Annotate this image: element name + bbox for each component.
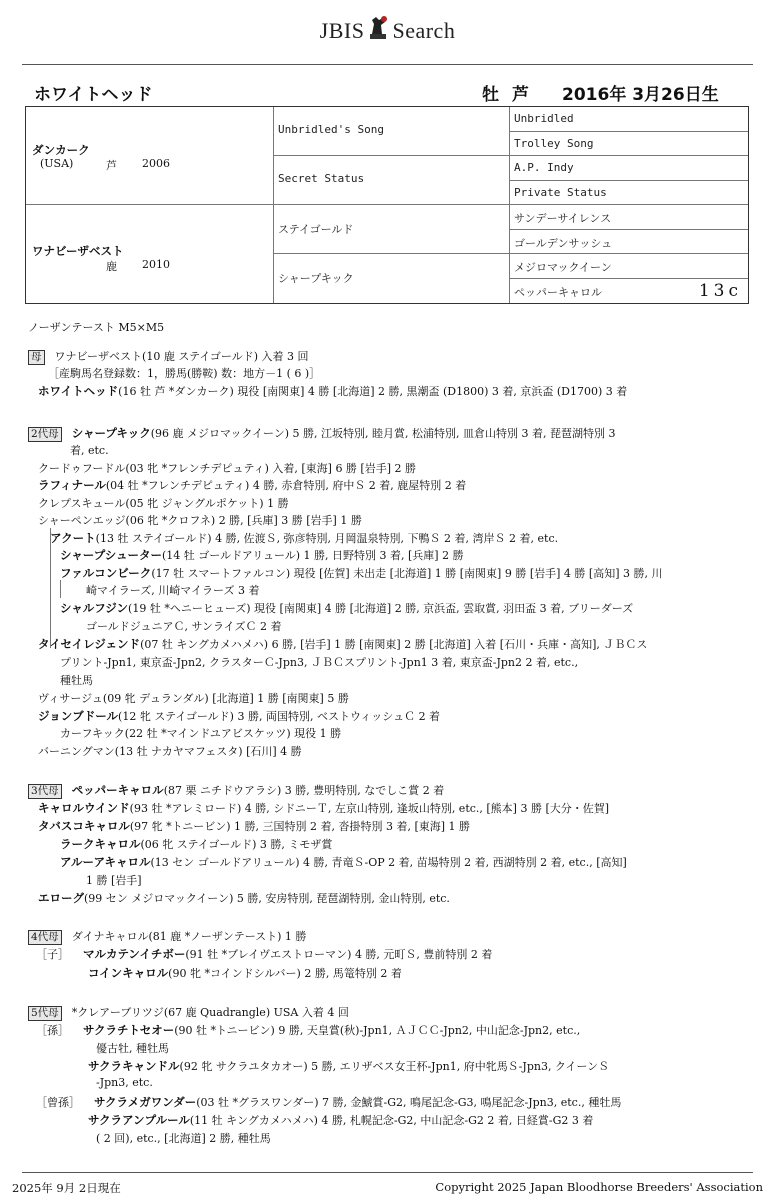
record-line bbox=[38, 383, 627, 399]
record-line bbox=[38, 512, 362, 528]
record-text: (91 牡 *ブレイヴエストローマン) 4 勝, 元町Ｓ, 豊前特別 2 着 bbox=[185, 948, 493, 961]
record-text: (19 牡 *ヘニーヒューズ) 現役 [南関東] 4 勝 [北海道] 2 勝, 京浜盃, 雲取賞, 羽田盃 3 着, ブリーダーズ bbox=[128, 602, 634, 615]
sire-color: 芦 bbox=[106, 159, 117, 172]
record-text: (14 牡 ゴールドアリュール) 1 勝, 日野特別 3 着, [兵庫] 2 勝 bbox=[162, 549, 464, 562]
pedigree-gen2-cell bbox=[274, 254, 510, 303]
record-line bbox=[86, 618, 282, 634]
record-line bbox=[38, 708, 440, 724]
generation-tag: 3代母 bbox=[28, 784, 62, 799]
record-text: 1 勝 [岩手] bbox=[86, 874, 142, 887]
logo bbox=[0, 14, 775, 44]
gen3-name: Trolley Song bbox=[514, 136, 594, 150]
record-text: 優古牡, 種牡馬 bbox=[96, 1042, 169, 1055]
record-text: (13 セン ゴールドアリュール) 4 勝, 青竜Ｓ-OP 2 着, 苗場特別 2 着, 西湖特別 2 着, etc., [高知] bbox=[150, 856, 627, 869]
record-line bbox=[88, 1112, 593, 1128]
generation-tag: 5代母 bbox=[28, 1006, 62, 1021]
indent-bar bbox=[50, 528, 51, 648]
notable-horse-name: シャルフジン bbox=[60, 601, 129, 615]
dam-year: 2010 bbox=[142, 258, 170, 271]
pedigree-sire-cell bbox=[26, 107, 274, 205]
notable-horse-name: タイセイレジェンド bbox=[38, 637, 141, 651]
notable-horse-name: ラフィナール bbox=[38, 478, 106, 492]
record-line bbox=[60, 672, 93, 688]
record-text: カーフキック(22 牡 *マインドユアビスケッツ) 現役 1 勝 bbox=[60, 727, 342, 740]
record-line bbox=[88, 965, 402, 981]
record-text: ダイナキャロル(81 鹿 *ノーザンテースト) 1 勝 bbox=[71, 930, 307, 943]
record-line bbox=[70, 442, 109, 458]
record-text: (97 牝 *トニービン) 1 勝, 三国特別 2 着, 沓掛特別 3 着, [東海] 1 勝 bbox=[129, 820, 471, 833]
record-text: クレプスキュール(05 牝 ジャングルポケット) 1 勝 bbox=[38, 497, 289, 510]
record-line bbox=[36, 946, 492, 962]
record-text: 着, etc. bbox=[70, 444, 109, 457]
record-line bbox=[28, 348, 308, 365]
record-text: (92 牝 サクラユタカオー) 5 勝, エリザベス女王杯-Jpn1, 府中牝馬Ｓ-Jpn3, クイーンＳ bbox=[179, 1060, 610, 1073]
record-line bbox=[96, 1076, 153, 1089]
notable-horse-name: シャープキック bbox=[71, 426, 151, 440]
notable-horse-name: アルーアキャロル bbox=[60, 855, 151, 869]
record-text: *クレアーブリツジ(67 鹿 Quadrangle) USA 入着 4 回 bbox=[71, 1006, 349, 1019]
logo-text-suffix: Search bbox=[392, 18, 456, 43]
record-text: プリント-Jpn1, 東京盃-Jpn2, クラスターＣ-Jpn3, ＪＢＣスプリント-Jpn1 3 着, 東京盃-Jpn2 2 着, etc., bbox=[60, 656, 579, 669]
gen2-name: Secret Status bbox=[278, 172, 365, 185]
record-line bbox=[60, 547, 464, 563]
generation-tag: 母 bbox=[28, 350, 45, 365]
notable-horse-name: キャロルウインド bbox=[38, 801, 130, 815]
sire-year: 2006 bbox=[142, 157, 170, 170]
notable-horse-name: ホワイトヘッド bbox=[38, 384, 119, 398]
header-rule bbox=[22, 64, 753, 65]
record-line bbox=[96, 1040, 169, 1056]
relation-tag: ［孫］ bbox=[36, 1024, 69, 1037]
horse-title-bar bbox=[34, 80, 735, 105]
record-line bbox=[38, 636, 647, 652]
record-line bbox=[36, 1094, 621, 1110]
pedigree-gen2-cell bbox=[274, 156, 510, 205]
record-text: (11 牡 キングカメハメハ) 4 勝, 札幌記念-G2, 中山記念-G2 2 着, 日経賞-G2 3 着 bbox=[189, 1114, 594, 1127]
sire-country: (USA) bbox=[40, 157, 74, 170]
record-text: (90 牡 *トニービン) 9 勝, 天皇賞(秋)-Jpn1, ＡＪＣＣ-Jpn2, 中山記念-Jpn2, etc., bbox=[174, 1024, 581, 1037]
pedigree-gen3-cell bbox=[510, 132, 748, 157]
record-text: ( 2 回), etc., [北海道] 2 勝, 種牡馬 bbox=[96, 1132, 271, 1145]
record-line bbox=[38, 743, 302, 759]
record-line bbox=[48, 365, 320, 381]
logo-text-prefix: JBIS bbox=[319, 18, 365, 43]
record-line bbox=[28, 782, 444, 799]
pedigree-gen3-cell bbox=[510, 181, 748, 206]
record-line bbox=[60, 565, 662, 581]
horse-sex: 牡 bbox=[482, 85, 499, 105]
record-text: (06 牝 ステイゴールド) 3 勝, ミモザ賞 bbox=[140, 838, 333, 851]
gen2-name: シャープキック bbox=[278, 272, 354, 285]
record-line bbox=[38, 477, 466, 493]
record-text: (17 牡 スマートファルコン) 現役 [佐賀] 未出走 [北海道] 1 勝 [南関東] 9 勝 [岩手] 4 勝 [高知] 3 勝, 川 bbox=[151, 567, 663, 580]
notable-horse-name: サクラメガワンダー bbox=[94, 1095, 197, 1109]
record-line bbox=[86, 872, 142, 888]
record-line bbox=[38, 495, 289, 511]
notable-horse-name: コインキャロル bbox=[88, 966, 169, 980]
record-line bbox=[96, 1130, 271, 1146]
pedigree-gen2-cell bbox=[274, 107, 510, 156]
gen3-name: サンデーサイレンス bbox=[514, 212, 612, 225]
pedigree-gen2-cell bbox=[274, 205, 510, 254]
notable-horse-name: シャープシューター bbox=[60, 548, 163, 562]
record-line bbox=[88, 1058, 609, 1074]
record-line bbox=[28, 425, 616, 442]
record-text: 種牡馬 bbox=[60, 674, 93, 687]
generation-tag: 2代母 bbox=[28, 427, 62, 442]
dam-name: ワナビーザベスト bbox=[32, 244, 124, 258]
relation-tag: ［曾孫］ bbox=[36, 1096, 80, 1109]
notable-horse-name: アクート bbox=[50, 531, 96, 545]
record-line bbox=[38, 460, 416, 476]
pedigree-gen3-cell bbox=[510, 279, 748, 304]
gen3-name: Private Status bbox=[514, 185, 607, 199]
notable-horse-name: サクラキャンドル bbox=[88, 1059, 180, 1073]
record-line bbox=[60, 725, 341, 741]
record-text: (93 牡 *アレミロード) 4 勝, シドニーＴ, 左京山特別, 逢坂山特別, etc., [熊本] 3 勝 [大分・佐賀] bbox=[129, 802, 610, 815]
record-text: バーニングマン(13 牡 ナカヤマフェスタ) [石川] 4 勝 bbox=[38, 745, 302, 758]
record-line bbox=[36, 1022, 580, 1038]
footer-rule bbox=[22, 1172, 753, 1173]
gen3-name: Unbridled bbox=[514, 112, 574, 125]
horse-name: ホワイトヘッド bbox=[34, 85, 153, 105]
relation-tag: ［子］ bbox=[36, 948, 69, 961]
notable-horse-name: ラークキャロル bbox=[60, 837, 141, 851]
pedigree-gen3-cell bbox=[510, 254, 748, 279]
gen3-name: メジロマックイーン bbox=[514, 261, 612, 274]
record-text: -Jpn3, etc. bbox=[96, 1076, 153, 1089]
record-text: (96 鹿 メジロマックイーン) 5 勝, 江坂特別, 睦月賞, 松浦特別, 皿倉山特別 3 着, 琵琶湖特別 3 bbox=[150, 427, 616, 440]
family-code: 13c bbox=[698, 281, 742, 301]
pedigree-gen3-cell bbox=[510, 107, 748, 132]
record-line bbox=[38, 818, 470, 834]
pedigree-dam-cell bbox=[26, 205, 274, 303]
record-line bbox=[60, 836, 332, 852]
notable-horse-name: エローグ bbox=[38, 891, 84, 905]
record-text: (04 牡 *フレンチデピュティ) 4 勝, 赤倉特別, 府中Ｓ 2 着, 鹿屋特別 2 着 bbox=[105, 479, 467, 492]
gen3-name: A.P. Indy bbox=[514, 161, 574, 174]
horse-birthdate: 2016年 3月26日生 bbox=[562, 85, 719, 105]
notable-horse-name: タバスコキャロル bbox=[38, 819, 130, 833]
notable-horse-name: ジョンブドール bbox=[38, 709, 119, 723]
notable-horse-name: ペッパーキャロル bbox=[71, 783, 164, 797]
record-text: (12 牝 ステイゴールド) 3 勝, 両国特別, ベストウィッシュＣ 2 着 bbox=[118, 710, 441, 723]
indent-bar bbox=[60, 580, 61, 598]
record-line bbox=[38, 800, 609, 816]
pedigree-gen3-cell bbox=[510, 205, 748, 230]
notable-horse-name: サクラアンプルール bbox=[88, 1113, 190, 1127]
record-line bbox=[28, 928, 306, 945]
notable-horse-name: サクラチトセオー bbox=[83, 1023, 175, 1037]
footer-date: 2025年 9月 2日現在 bbox=[12, 1181, 121, 1195]
record-text: ヴィサージュ(09 牝 デュランダル) [北海道] 1 勝 [南関東] 5 勝 bbox=[38, 692, 349, 705]
record-line bbox=[60, 854, 627, 870]
pedigree-table bbox=[25, 106, 749, 304]
record-line bbox=[38, 890, 450, 906]
notable-horse-name: マルカテンイチボー bbox=[83, 947, 186, 961]
record-line bbox=[28, 1004, 349, 1021]
record-text: (03 牡 *グラスワンダー) 7 勝, 金鯱賞-G2, 鳴尾記念-G3, 鳴尾記念-Jpn3, etc., 種牡馬 bbox=[196, 1096, 622, 1109]
horse-color: 芦 bbox=[512, 85, 529, 105]
record-text: (90 牝 *コインドシルバー) 2 勝, 馬篭特別 2 着 bbox=[168, 967, 402, 980]
record-line bbox=[50, 530, 558, 546]
gen2-name: Unbridled's Song bbox=[278, 123, 384, 136]
record-text: (16 牡 芦 *ダンカーク) 現役 [南関東] 4 勝 [北海道] 2 勝, 黒潮盃 (D1800) 3 着, 京浜盃 (D1700) 3 着 bbox=[118, 385, 628, 398]
notable-horse-name: ファルコンビーク bbox=[60, 566, 152, 580]
gen3-name: ペッパーキャロル bbox=[514, 285, 602, 299]
inbreeding-cross: ノーザンテースト M5×M5 bbox=[28, 321, 165, 334]
record-text: クードゥフードル(03 牝 *フレンチデピュティ) 入着, [東海] 6 勝 [岩手] 2 勝 bbox=[38, 462, 417, 475]
record-line bbox=[86, 582, 259, 598]
record-text: (87 栗 ニチドウアラシ) 3 勝, 豊明特別, なでしこ賞 2 着 bbox=[163, 784, 445, 797]
pedigree-gen3-cell bbox=[510, 230, 748, 255]
footer-copyright: Copyright 2025 Japan Bloodhorse Breeders' Association bbox=[435, 1180, 763, 1194]
record-text: ［産駒馬名登録数：1，勝馬(勝鞍) 数：地方－1 ( 6 )］ bbox=[48, 367, 321, 380]
sire-name: ダンカーク bbox=[32, 143, 90, 157]
generation-tag: 4代母 bbox=[28, 930, 62, 945]
record-text: シャーペンエッジ(06 牝 *クロフネ) 2 勝, [兵庫] 3 勝 [岩手] 1 勝 bbox=[38, 514, 362, 527]
record-text: (99 セン メジロマックイーン) 5 勝, 安房特別, 琵琶湖特別, 金山特別, etc. bbox=[84, 892, 450, 905]
record-line bbox=[38, 690, 349, 706]
record-text: 崎マイラーズ, 川崎マイラーズ 3 着 bbox=[86, 584, 260, 597]
record-text: (07 牡 キングカメハメハ) 6 勝, [岩手] 1 勝 [南関東] 2 勝 [北海道] 入着 [石川・兵庫・高知], ＪＢＣス bbox=[140, 638, 648, 651]
gen3-name: ゴールデンサッシュ bbox=[514, 236, 613, 250]
record-line bbox=[60, 600, 633, 616]
record-text: (13 牡 ステイゴールド) 4 勝, 佐渡Ｓ, 弥彦特別, 月岡温泉特別, 下鴨Ｓ 2 着, 湾岸Ｓ 2 着, etc. bbox=[95, 532, 559, 545]
record-line bbox=[60, 654, 578, 670]
gen2-name: ステイゴールド bbox=[278, 223, 354, 236]
record-text: ゴールドジュニアＣ, サンライズＣ 2 着 bbox=[86, 620, 282, 633]
record-text: ワナビーザベスト(10 鹿 ステイゴールド) 入着 3 回 bbox=[54, 350, 309, 363]
dam-color: 鹿 bbox=[106, 260, 117, 273]
horse-logo-icon bbox=[365, 14, 391, 40]
pedigree-gen3-cell bbox=[510, 156, 748, 181]
